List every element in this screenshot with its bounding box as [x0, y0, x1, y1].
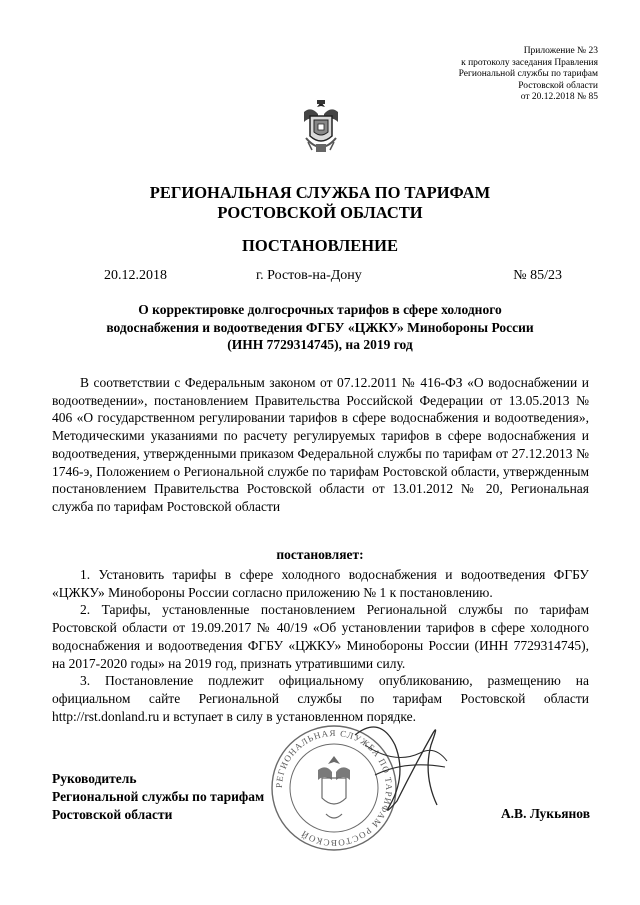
signature-block: [52, 770, 264, 824]
annex-line: к протоколу заседания Правления: [461, 57, 598, 68]
clause-3: 3. Постановление подлежит официальному опубликованию, размещению на официальном сайте Региональной службы по тарифам Ростовской области http://rst.donland.ru и вступает в силу в установленном порядке.: [52, 673, 589, 724]
stamp-text: РЕГИОНАЛЬНАЯ СЛУЖБА ПО ТАРИФАМ РОСТОВСКОЙ: [273, 727, 395, 849]
document-date: 20.12.2018: [104, 268, 167, 283]
document-subject: [60, 301, 580, 354]
preamble-text: В соответствии с Федеральным законом от 07.12.2011 № 416-ФЗ «О водоснабжении и водоотведении», постановлением Правительства Российской Федерации от 13.05.2013 № 406 «О государственном регулировании тарифов в сфере водоснабжения и водоотведения», Методическими указаниями по расчету регулируемых тарифов в сфере водоснабжения и водоотведения, утвержденными приказом Федеральной службы по тарифам от 27.12.2013 № 1746-э, Положением о Региональной службе по тарифам Ростовской области, утвержденным постановлением Правительства Ростовской области от 13.01.2012 № 20, Региональная служба по тарифам Ростовской области: [52, 375, 589, 514]
annex-line: Приложение № 23: [523, 46, 598, 56]
document-type: ПОСТАНОВЛЕНИЕ: [242, 236, 398, 255]
annex-line: от 20.12.2018 № 85: [520, 92, 598, 102]
signatory-title-line3: Ростовской области: [52, 807, 173, 822]
agency-name: [0, 183, 640, 223]
coat-of-arms-icon: [296, 98, 346, 158]
clause-2: 2. Тарифы, установленные постановлением Региональной службы по тарифам Ростовской области от 19.09.2017 № 40/19 «Об установлении тарифов в сфере холодного водоснабжения и водоотведения ФГБУ «ЦЖКУ» Минобороны России (ИНН 7729314745), на 2017-2020 годы» на 2019 год, признать утратившими силу.: [52, 602, 589, 671]
preamble: [52, 374, 589, 516]
annex-reference: [378, 46, 598, 104]
agency-name-line1: РЕГИОНАЛЬНАЯ СЛУЖБА ПО ТАРИФАМ: [149, 183, 491, 202]
signatory-name: А.В. Лукьянов: [500, 806, 590, 821]
subject-line: О корректировке долгосрочных тарифов в сфере холодного: [138, 302, 502, 317]
clause-1: 1. Установить тарифы в сфере холодного водоснабжения и водоотведения ФГБУ «ЦЖКУ» Минобороны России согласно приложению № 1 к постановлению.: [52, 567, 589, 600]
signatory-title-line2: Региональной службы по тарифам: [52, 789, 265, 804]
document-number: № 85/23: [513, 268, 562, 283]
annex-line: Региональной службы по тарифам: [458, 69, 598, 79]
subject-line: (ИНН 7729314745), на 2019 год: [227, 337, 413, 352]
signatory-title-line1: Руководитель: [52, 771, 137, 786]
handwritten-signature: [335, 705, 465, 835]
decree-word: постановляет:: [276, 547, 364, 562]
subject-line: водоснабжения и водоотведения ФГБУ «ЦЖКУ» Минобороны России: [106, 319, 534, 335]
clauses: [52, 566, 589, 725]
agency-name-line2: РОСТОВСКОЙ ОБЛАСТИ: [217, 203, 423, 222]
annex-line: Ростовской области: [518, 80, 598, 91]
document-city: г. Ростов-на-Дону: [256, 268, 362, 283]
